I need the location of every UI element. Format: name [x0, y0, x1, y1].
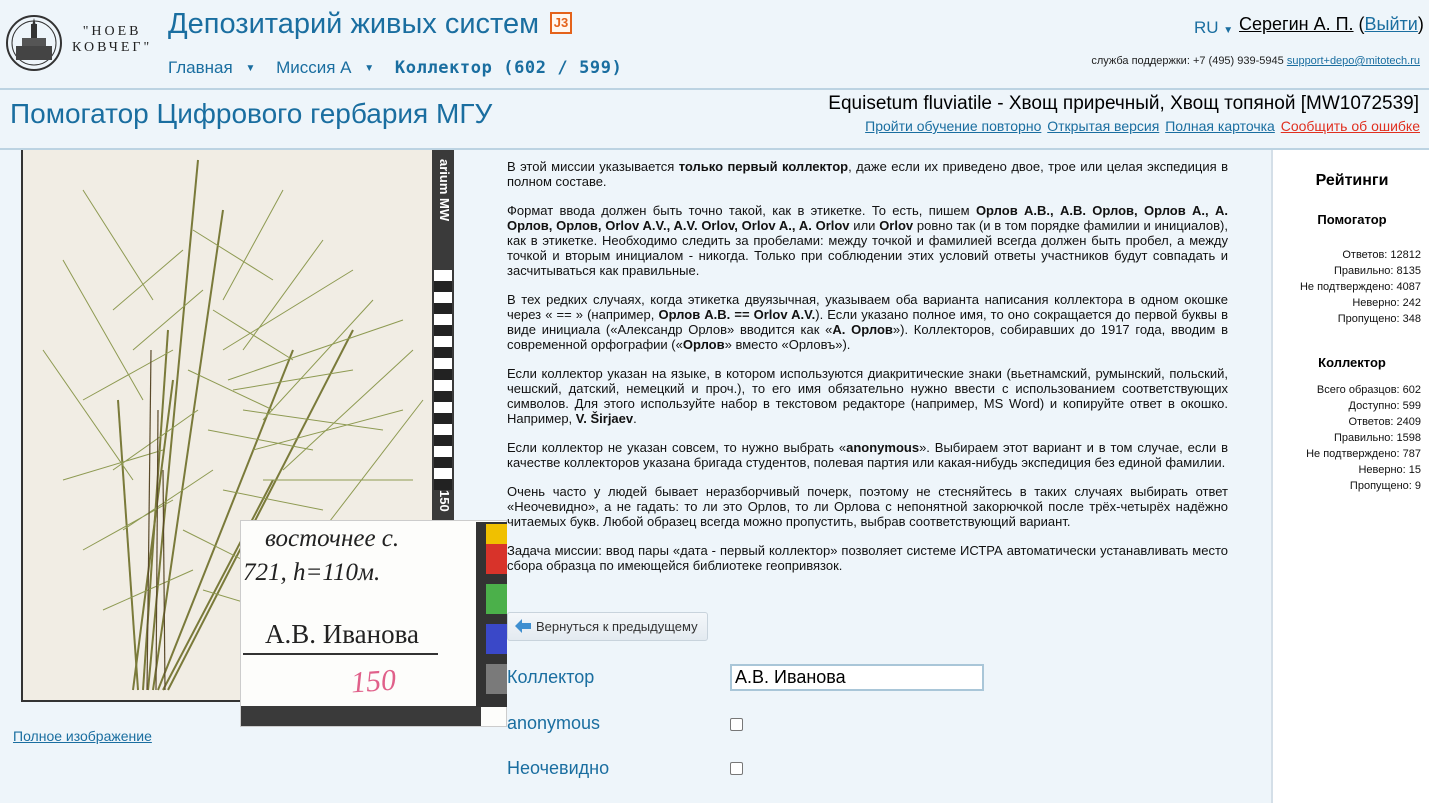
label-text-line: восточнее с.: [265, 525, 400, 552]
rating-value: Правильно: 8135: [1333, 265, 1421, 277]
site-title[interactable]: Депозитарий живых систем: [168, 8, 540, 40]
top-nav: [168, 58, 630, 78]
user-box: Серегин А. П. (Выйти): [1239, 14, 1424, 34]
nav-mission[interactable]: Миссия А ▼: [276, 58, 375, 77]
mission-instructions: [507, 159, 1228, 587]
chevron-down-icon: ▼: [1223, 25, 1234, 36]
ruler-scale: [434, 270, 452, 490]
rating-value: Пропущено: 348: [1337, 313, 1421, 325]
chevron-down-icon: ▼: [364, 63, 375, 75]
page-title: Помогатор Цифрового гербария МГУ: [10, 98, 493, 129]
instruction-paragraph: Задача миссии: ввод пары «дата - первый коллектор» позволяет системе ИСТРА автоматически устанавливать место сбора образца по имеющейся библиотеке геопривязок.: [507, 543, 1228, 573]
instruction-paragraph: В этой миссии указывается только первый коллектор, даже если их приведено двое, трое или целая экспедиция в полном составе.: [507, 159, 1228, 189]
label-zoom-image[interactable]: [240, 520, 507, 727]
rating-value: Правильно: 1598: [1333, 432, 1421, 444]
full-card-link[interactable]: Полная карточка: [1165, 118, 1275, 134]
helper-rating-title: Помогатор: [1317, 212, 1387, 227]
label-rule: [243, 653, 438, 655]
rating-value: Доступно: 599: [1348, 400, 1421, 412]
back-arrow-icon: [515, 619, 532, 633]
user-name-link[interactable]: Серегин А. П.: [1239, 14, 1354, 34]
label-text-line: 721, h=110м.: [243, 559, 381, 586]
rating-value: Пропущено: 9: [1349, 480, 1421, 492]
support-phone: служба поддержки: +7 (495) 939-5945: [1091, 55, 1284, 67]
label-handwritten-number: 150: [349, 663, 398, 700]
color-swatch: [486, 624, 507, 654]
unclear-label: Неочевидно: [507, 758, 610, 778]
instruction-paragraph: Формат ввода должен быть точно такой, как в этикетке. То есть, пишем Орлов А.В., А.В. Орлов, Орлов А., А. Орлов, Орлов, Orlov A.V., A.V. Orlov, Orlov A., A. Orlov или Orlov ровно так (и в том порядке фамилии и инициалов), как в этикетке. Необходимо следить за пробелами: между точкой и фамилией всегда должен быть пробел, а между точкой и вторым инициалом - никогда. Только при соблюдении этих условий ответы участников будут совпадать и засчитываться как правильные.: [507, 203, 1228, 278]
anonymous-label: anonymous: [507, 713, 601, 733]
previous-button-label: Вернуться к предыдущему: [536, 619, 698, 634]
color-swatch: [486, 584, 507, 614]
ruler-number: 150: [437, 490, 452, 512]
rating-value: Всего образцов: 602: [1316, 384, 1421, 396]
language-selector[interactable]: RU ▼: [1194, 18, 1234, 37]
header: [0, 0, 1429, 88]
ruler-label: arium MW: [437, 158, 452, 222]
open-version-link[interactable]: Открытая версия: [1047, 118, 1160, 134]
instruction-paragraph: В тех редких случаях, когда этикетка двуязычная, указываем оба варианта написания коллектора в одном окошке через « == » (например, Орлов А.В. == Orlov A.V.). Если указано полное имя, то оно сокращается до первой буквы в виде инициала («Александр Орлов» вводится как «А. Орлов»). Коллекторов, собиравших до 1917 года, вводим в современной орфографии («Орлов» вместо «Орловъ»).: [507, 292, 1228, 352]
divider: [0, 88, 1429, 90]
collector-rating-title: Коллектор: [1318, 355, 1386, 370]
instruction-paragraph: Если коллектор не указан совсем, то нужно выбрать «anonymous». Выбираем этот вариант и в том случае, если в качестве коллекторов указана бригада студентов, полевая партия или какая-нибудь экспедиция без единой фамилии.: [507, 440, 1228, 470]
rating-value: Не подтверждено: 787: [1306, 448, 1421, 460]
rating-value: Неверно: 15: [1358, 464, 1421, 476]
instruction-paragraph: Если коллектор указан на языке, в котором используются диакритические знаки (вьетнамский, румынский, польский, чешский, датский, немецкий и проч.), то его имя обязательно нужно ввести с использованием соответствующих символов. Для этого используйте набор в текстовом редакторе (например, MS Word) и копируйте ответ в окошко. Например, V. Širjaev.: [507, 366, 1228, 426]
collector-label: Коллектор: [507, 667, 595, 687]
j3-badge-icon[interactable]: J3: [550, 12, 572, 34]
anonymous-checkbox[interactable]: [730, 718, 743, 731]
rating-value: Ответов: 12812: [1342, 249, 1421, 261]
specimen-links: [863, 118, 1420, 134]
color-swatch: [486, 664, 507, 694]
previous-button[interactable]: [507, 612, 708, 641]
instruction-paragraph: Очень часто у людей бывает неразборчивый почерк, поэтому не стесняйтесь в таких случаях выбирать ответ «Неочевидно», а не гадать: то ли это Орлов, то ли Орлова с непонятной закорючкой после трёх-четырёх надёжно читаемых букв. Любой образец всегда можно пропустить, выбрав соответствующий вариант.: [507, 484, 1228, 529]
color-calibration-bar: [476, 522, 507, 707]
label-border: [241, 706, 481, 726]
nav-home[interactable]: Главная ▼: [168, 58, 256, 77]
support-email-link[interactable]: support+depo@mitotech.ru: [1286, 55, 1420, 67]
university-emblem-icon: [6, 14, 62, 72]
unclear-checkbox[interactable]: [730, 762, 743, 775]
rating-value: Не подтверждено: 4087: [1299, 281, 1421, 293]
nav-current[interactable]: Коллектор (602 / 599): [394, 58, 623, 78]
collector-input[interactable]: [730, 664, 984, 691]
support-info: [1091, 55, 1420, 67]
ratings-title: Рейтинги: [1315, 172, 1389, 189]
rating-value: Неверно: 242: [1352, 297, 1421, 309]
rating-value: Ответов: 2409: [1348, 416, 1421, 428]
retrain-link[interactable]: Пройти обучение повторно: [865, 118, 1042, 134]
chevron-down-icon: ▼: [245, 63, 256, 75]
label-collector-text: А.В. Иванова: [265, 619, 419, 649]
logo-text: "НОЕВ КОВЧЕГ": [72, 24, 153, 55]
logout-link[interactable]: Выйти: [1364, 14, 1418, 34]
logo[interactable]: [6, 14, 156, 74]
full-image-link[interactable]: Полное изображение: [13, 728, 152, 744]
report-error-link[interactable]: Сообщить об ошибке: [1280, 118, 1420, 134]
ratings-panel: [1271, 150, 1429, 803]
color-swatch: [486, 544, 507, 574]
specimen-title: Equisetum fluviatile - Хвощ приречный, Хвощ топяной [MW1072539]: [828, 93, 1419, 114]
